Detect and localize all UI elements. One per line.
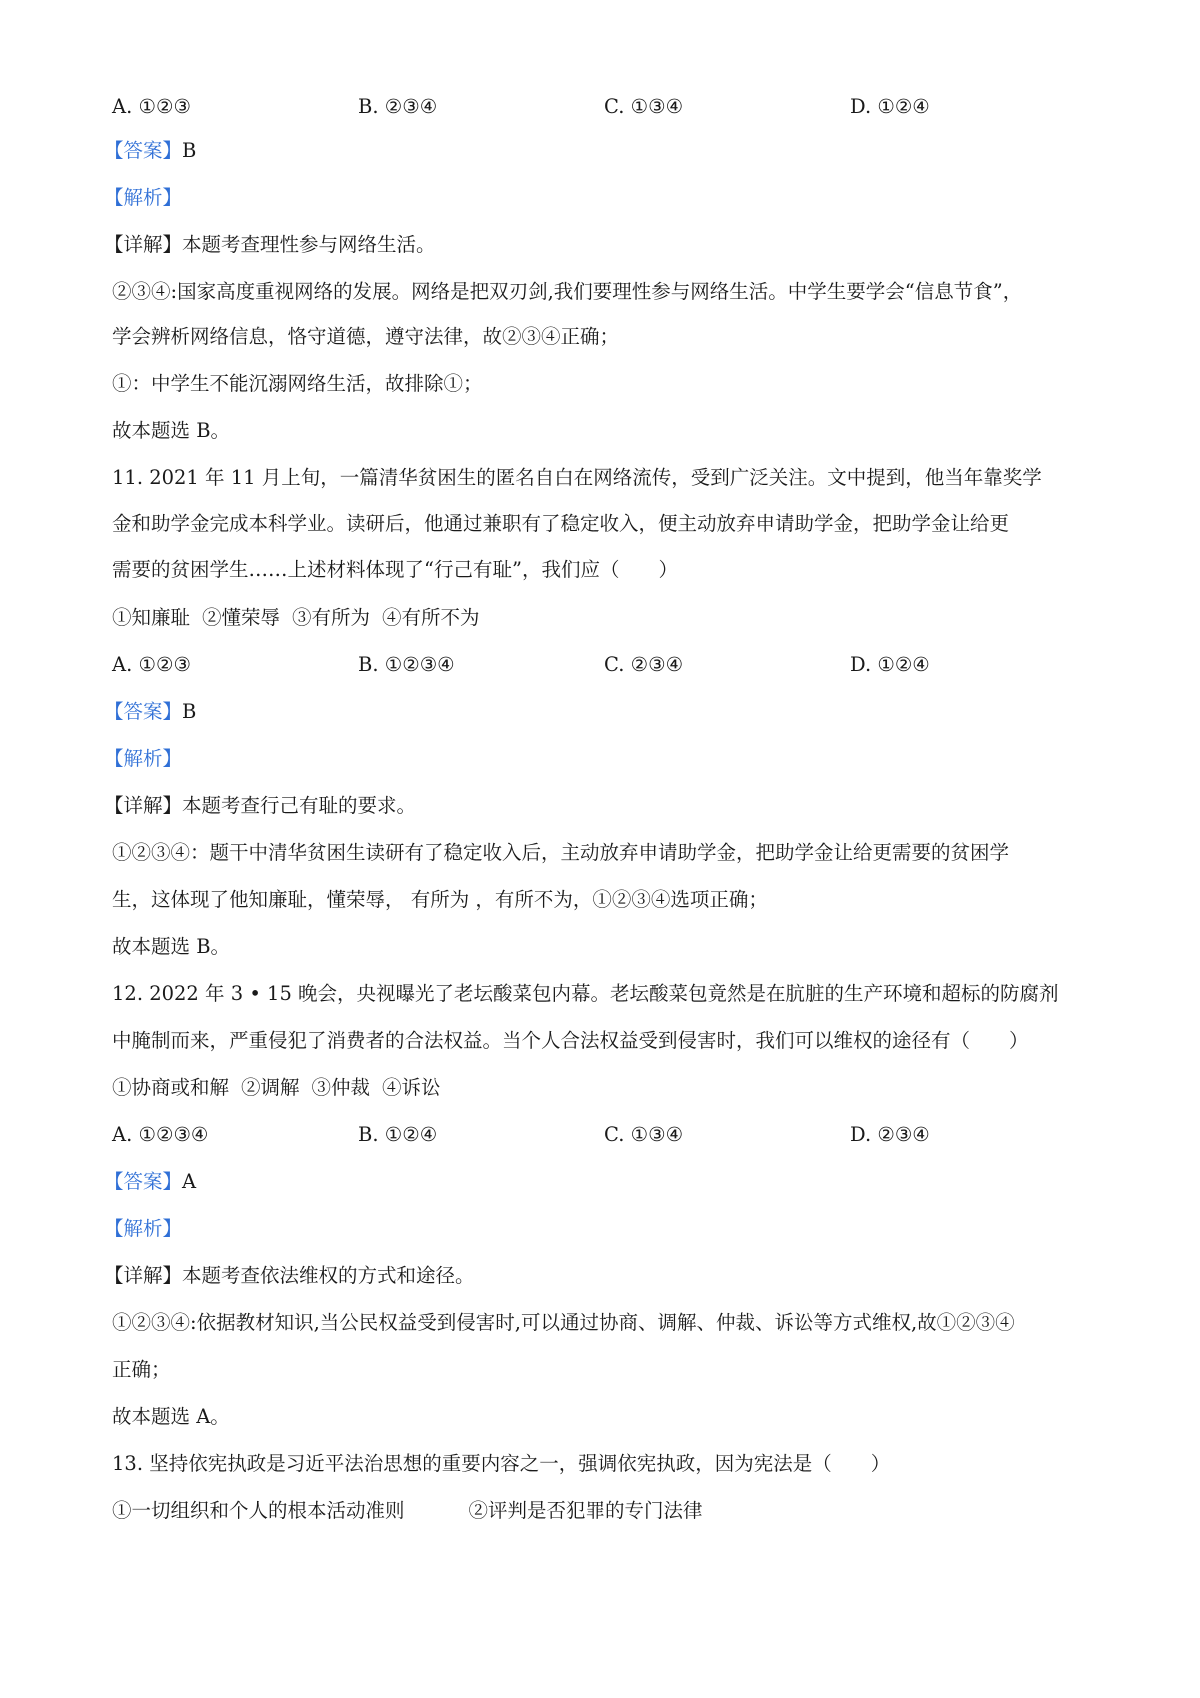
q11-conclusion: 故本题选 B。 <box>112 935 231 958</box>
q11-option-c: C. ②③④ <box>604 653 684 676</box>
q12-option-d: D. ②③④ <box>850 1123 930 1146</box>
q12-option-c: C. ①③④ <box>604 1123 684 1146</box>
q11-item-3: ③有所为 <box>292 606 371 629</box>
q11-stem-3: 需要的贫困学生……上述材料体现了“行己有耻”，我们应（ ） <box>112 558 678 581</box>
q12-item-2: ②调解 <box>241 1076 300 1099</box>
q12-stem-2: 中腌制而来，严重侵犯了消费者的合法权益。当个人合法权益受到侵害时，我们可以维权的途径有（ ） <box>112 1029 1029 1052</box>
q12-explanation-1: ①②③④:依据教材知识,当公民权益受到侵害时,可以通过协商、调解、仲裁、诉讼等方式维权,故①②③④ <box>112 1311 1015 1334</box>
q11-option-a: A. ①②③ <box>112 653 191 676</box>
q10-option-a: A. ①②③ <box>112 95 191 118</box>
q11-detail: 【详解】本题考查行己有耻的要求。 <box>104 794 417 817</box>
answer-value: B <box>182 700 197 723</box>
answer-tag: 【答案】 <box>104 700 183 723</box>
q11-analysis-tag <box>104 746 1094 772</box>
answer-tag: 【答案】 <box>104 1170 183 1193</box>
q12-answer <box>104 1169 1094 1195</box>
q10-analysis-tag <box>104 185 1094 211</box>
q11-stem-2: 金和助学金完成本科学业。读研后，他通过兼职有了稳定收入，便主动放弃申请助学金，把助学金让给更 <box>112 512 1010 535</box>
q11-option-b: B. ①②③④ <box>358 653 455 676</box>
q11-items <box>112 605 1102 631</box>
q10-conclusion: 故本题选 B。 <box>112 419 231 442</box>
q10-option-c: C. ①③④ <box>604 95 684 118</box>
analysis-tag: 【解析】 <box>104 1217 183 1240</box>
analysis-tag: 【解析】 <box>104 186 183 209</box>
q12-item-3: ③仲裁 <box>311 1076 371 1099</box>
q13-item-2: ②评判是否犯罪的专门法律 <box>468 1499 703 1522</box>
q12-option-a: A. ①②③④ <box>112 1123 209 1146</box>
q12-analysis-tag <box>104 1216 1094 1242</box>
answer-value: A <box>182 1170 197 1193</box>
q13-item-1: ①一切组织和个人的根本活动准则 <box>112 1499 405 1522</box>
q10-answer <box>104 138 1094 164</box>
q10-option-d: D. ①②④ <box>850 95 930 118</box>
q11-option-d: D. ①②④ <box>850 653 930 676</box>
q10-explanation-3: ①：中学生不能沉溺网络生活，故排除①； <box>112 372 483 395</box>
q11-item-1: ①知廉耻 <box>112 606 191 629</box>
q11-explanation-1: ①②③④：题干中清华贫困生读研有了稳定收入后，主动放弃申请助学金，把助学金让给更需要的贫困学 <box>112 841 1010 864</box>
q12-stem-1: 12. 2022 年 3 • 15 晚会，央视曝光了老坛酸菜包内幕。老坛酸菜包竟然是在肮脏的生产环境和超标的防腐剂 <box>112 982 1059 1005</box>
q12-conclusion: 故本题选 A。 <box>112 1405 230 1428</box>
answer-value: B <box>182 139 197 162</box>
q12-item-4: ④诉讼 <box>382 1076 441 1099</box>
q12-items <box>112 1075 1102 1101</box>
q11-item-2: ②懂荣辱 <box>202 606 281 629</box>
q11-item-4: ④有所不为 <box>382 606 480 629</box>
q11-stem-1: 11. 2021 年 11 月上旬，一篇清华贫困生的匿名自白在网络流传，受到广泛关注。文中提到，他当年靠奖学 <box>112 466 1042 489</box>
q11-answer <box>104 699 1094 725</box>
q12-explanation-2: 正确； <box>112 1358 171 1381</box>
q10-option-b: B. ②③④ <box>358 95 438 118</box>
q12-option-b: B. ①②④ <box>358 1123 438 1146</box>
answer-tag: 【答案】 <box>104 139 183 162</box>
q13-stem-1: 13. 坚持依宪执政是习近平法治思想的重要内容之一，强调依宪执政，因为宪法是（ ） <box>112 1452 891 1475</box>
q10-explanation-1: ②③④:国家高度重视网络的发展。网络是把双刃剑,我们要理性参与网络生活。中学生要学会“信息节食”， <box>112 280 1023 303</box>
q11-explanation-2: 生，这体现了他知廉耻，懂荣辱， 有所为 ，有所不为，①②③④选项正确； <box>112 888 768 911</box>
q13-items <box>112 1498 1102 1524</box>
q12-detail: 【详解】本题考查依法维权的方式和途径。 <box>104 1264 475 1287</box>
q10-explanation-2: 学会辨析网络信息，恪守道德，遵守法律，故②③④正确； <box>112 325 620 348</box>
analysis-tag: 【解析】 <box>104 747 183 770</box>
q10-detail: 【详解】本题考查理性参与网络生活。 <box>104 233 436 256</box>
q12-item-1: ①协商或和解 <box>112 1076 230 1099</box>
